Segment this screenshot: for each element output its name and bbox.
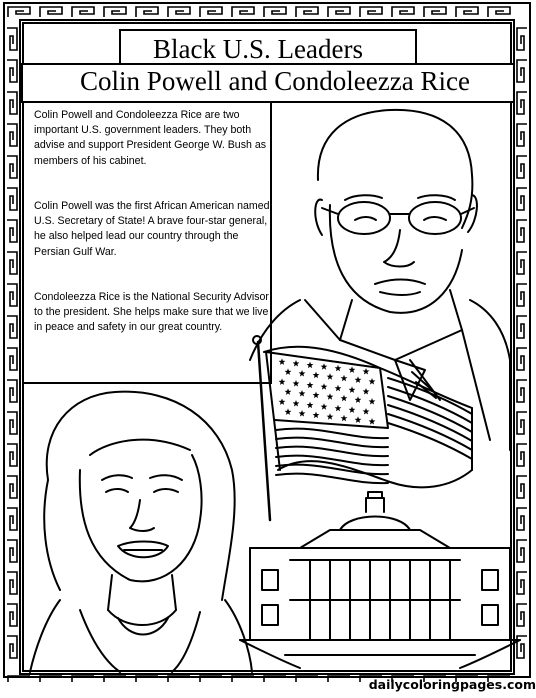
page-title: Black U.S. Leaders	[153, 34, 363, 64]
flag-star	[363, 368, 370, 375]
flag-star	[299, 410, 306, 417]
flag-star	[321, 363, 328, 370]
colin-powell-portrait	[250, 110, 510, 450]
flag-star	[341, 395, 348, 402]
page-subtitle: Colin Powell and Condoleezza Rice	[80, 66, 470, 96]
flag-star	[279, 378, 286, 385]
flag-star	[307, 362, 314, 369]
flag-star	[327, 413, 334, 420]
flag-star	[341, 375, 348, 382]
flag-star	[279, 358, 286, 365]
condoleezza-rice-portrait	[30, 392, 252, 672]
flag-star	[327, 373, 334, 380]
flag-star	[349, 386, 356, 393]
flag-star	[321, 403, 328, 410]
flag-star	[349, 406, 356, 413]
flag-star	[341, 415, 348, 422]
flag-star	[363, 408, 370, 415]
flag-star	[285, 388, 292, 395]
flag-star	[321, 383, 328, 390]
paragraph-rice: Condoleezza Rice is the National Security Advisor to the president. She helps make sure that we live in peace and safety in our great country.	[34, 291, 269, 334]
flag-star	[279, 398, 286, 405]
flag-star	[313, 412, 320, 419]
flag-star	[307, 402, 314, 409]
flag-star	[369, 418, 376, 425]
flag-star	[299, 370, 306, 377]
flag-star	[355, 396, 362, 403]
flag-star	[285, 408, 292, 415]
flag-star	[335, 385, 342, 392]
flag-star	[363, 388, 370, 395]
flag-star	[355, 416, 362, 423]
flag-star	[313, 392, 320, 399]
flag-star	[349, 366, 356, 373]
paragraph-intro: Colin Powell and Condoleezza Rice are two important U.S. government leaders. They both advise and support President George W. Bush as members of his cabinet.	[34, 109, 267, 167]
flag-star	[369, 378, 376, 385]
flag-star	[293, 360, 300, 367]
flag-star	[299, 390, 306, 397]
flag-star	[307, 382, 314, 389]
flag-star	[335, 365, 342, 372]
flag-star	[313, 372, 320, 379]
flag-star	[293, 380, 300, 387]
flag-star	[293, 400, 300, 407]
website-credit: dailycoloringpages.com	[368, 677, 536, 692]
flag-star	[335, 405, 342, 412]
flag-star	[285, 368, 292, 375]
flag-star	[327, 393, 334, 400]
flag-star	[355, 376, 362, 383]
paragraph-powell: Colin Powell was the first African American named U.S. Secretary of State! A brave four-star general, he also helped lead our country through the Persian Gulf War.	[34, 200, 270, 258]
flag-star	[369, 398, 376, 405]
white-house-drawing	[240, 492, 520, 668]
american-flag	[253, 336, 472, 520]
